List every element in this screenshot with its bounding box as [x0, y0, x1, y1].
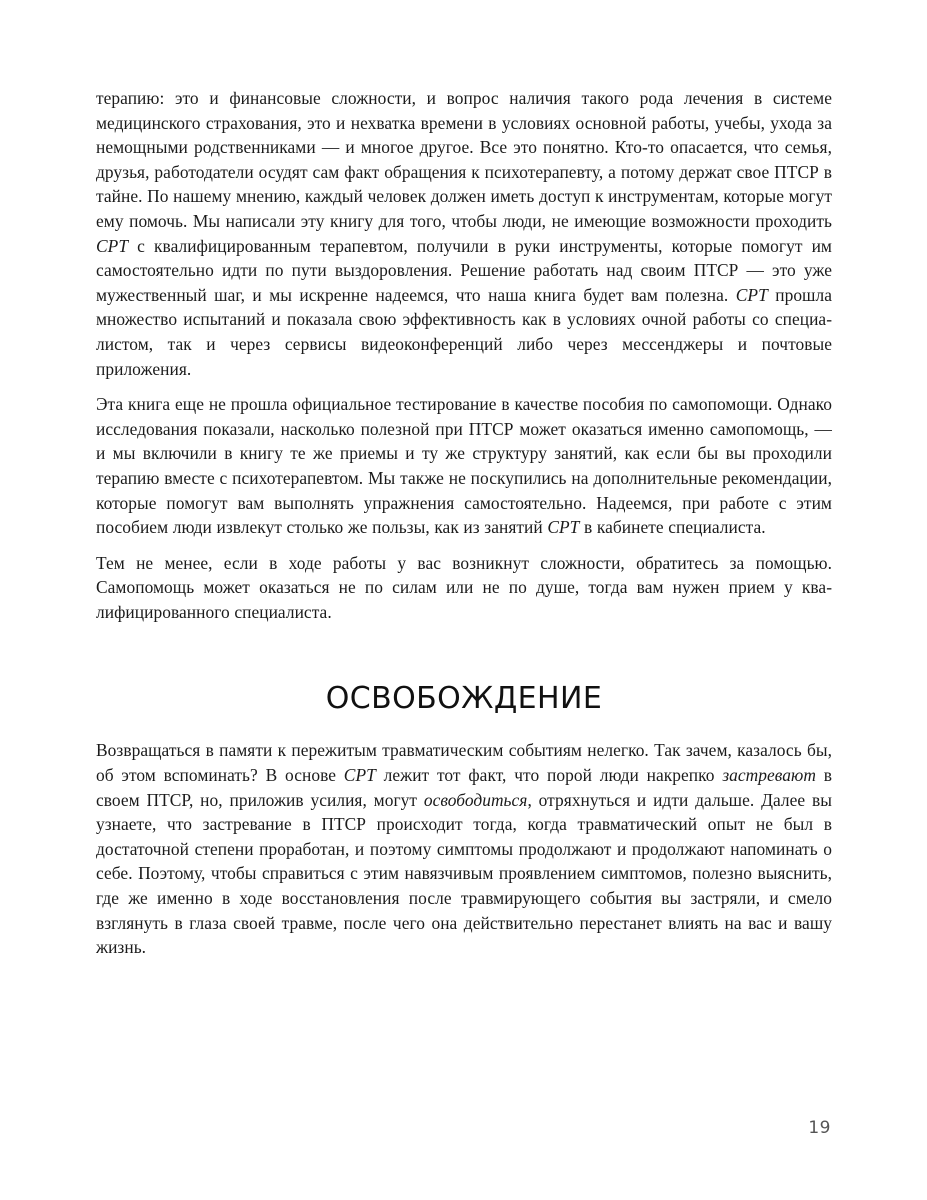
emphasis-text: CPT [96, 235, 129, 256]
text-segment: в своем ПТСР, но, приложив усилия, могут [96, 765, 832, 810]
paragraph-3 [96, 551, 832, 625]
text-segment: в кабинете специалиста. [579, 517, 766, 538]
text-segment: Возвращаться в памяти к пережитым травматическим событиям нелегко. Так зачем, казалось бы, об этом вспоминать? В основе [96, 740, 832, 786]
emphasis-text: освободиться [423, 789, 528, 810]
paragraph-4 [96, 738, 832, 959]
emphasis-text: CPT [547, 517, 580, 538]
text-segment: прошла множество испытаний и показала свою эффективность как в условиях очной работы со специалистом, так и через сервисы видеоконференций либо через мессенджеры и почтовые приложения. [96, 284, 832, 379]
text-segment: лежит тот факт, что порой люди накрепко [375, 765, 723, 786]
paragraph-2 [96, 392, 832, 540]
text-segment: Тем не менее, если в ходе работы у вас возникнут сложности, обратитесь за помощью. Самопомощь может оказаться не по силам или не по душе, тогда вам нужен прием у квалифицированного специалиста. [96, 552, 832, 622]
emphasis-text: CPT [735, 284, 768, 305]
paragraph-1 [96, 86, 832, 381]
text-segment: терапию: это и финансовые сложности, и вопрос наличия такого рода лечения в системе медицинского страхования, это и нехватка времени в условиях основной работы, учебы, ухода за немощными родственниками — и многое другое. Все это понятно. Кто-то опасается, что семья, друзья, работодатели осудят сам факт обращения к психотерапевту, а потому держат свое ПТСР в тайне. По нашему мнению, каждый человек должен иметь доступ к инструментам, которые могут ему помочь. Мы написали эту книгу для того, чтобы люди, не имеющие возможности проходить [96, 88, 832, 231]
page-content [96, 86, 832, 960]
intro-paragraphs [96, 86, 832, 624]
text-segment: Эта книга еще не прошла официальное тестирование в качестве пособия по самопомощи. Однако исследования показали, насколько полезной при ПТСР может оказаться именно самопомощь, — и мы включили в книгу те же приемы и ту же структуру занятий, как если бы вы проходили терапию вместе с психотерапевтом. Мы также не поскупились на дополнительные рекомендации, которые помогут вам выполнять упражнения самостоятельно. Надеемся, при работе с этим пособием люди извлекут столько же пользы, как из занятий [96, 394, 832, 538]
emphasis-text: CPT [343, 765, 376, 786]
section-heading: ОСВОБОЖДЕНИЕ [325, 681, 603, 717]
text-segment: с квалифицированным терапевтом, получили в руки инструменты, которые помогут им самостоятельно идти по пути выздоровления. Решение работать над своим ПТСР — это уже мужественный шаг, и мы искренне надеемся, что наша книга будет вам полезна. [96, 235, 832, 305]
section-paragraphs [96, 738, 832, 959]
emphasis-text: застревают [722, 765, 816, 786]
page-number: 19 [808, 1118, 831, 1138]
text-segment: , отряхнуться и идти дальше. Далее вы узнаете, что застревание в ПТСР происходит тогда, когда травматический опыт не был в достаточной степени проработан, и поэтому симптомы продолжают и продолжают напоминать о себе. Поэтому, чтобы справиться с этим навязчивым проявлением симптомов, полезно выяснить, где же именно в ходе восстановления после травмирующего события вы застряли, и смело взглянуть в глаза своей травме, после чего она действительно перестанет влиять на вас и вашу жизнь. [96, 789, 832, 958]
